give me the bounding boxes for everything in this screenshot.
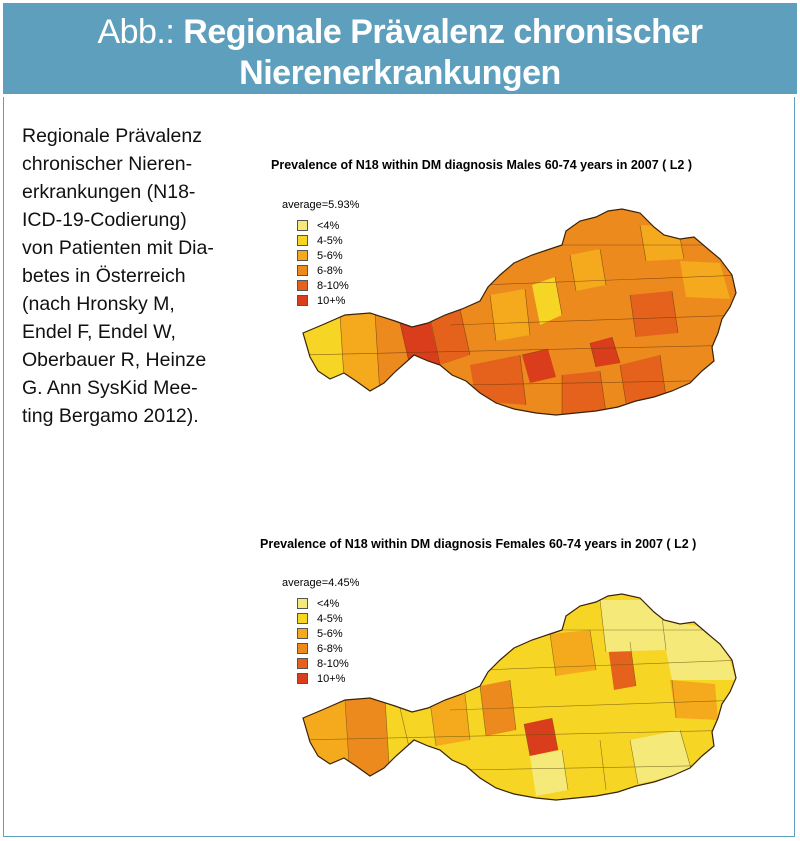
map-title-males: Prevalence of N18 within DM diagnosis Males 60-74 years in 2007 ( L2 ) xyxy=(271,158,692,172)
choropleth-map-males xyxy=(300,205,745,430)
header-title-text: Regionale Prävalenz chronischer xyxy=(183,13,703,51)
caption-line: ICD-19-Codierung) xyxy=(22,209,187,231)
map-region xyxy=(640,225,684,261)
header-title-line2: Nierenerkrankungen xyxy=(239,54,561,92)
caption-line: von Patienten mit Dia- xyxy=(22,237,214,259)
legend-label: <4% xyxy=(317,597,340,610)
map-title-females: Prevalence of N18 within DM diagnosis Females 60-74 years in 2007 ( L2 ) xyxy=(260,537,697,551)
caption-line: ting Bergamo 2012). xyxy=(22,405,199,427)
caption-line: betes in Österreich xyxy=(22,265,186,287)
map-region xyxy=(630,291,678,337)
caption-line: Endel F, Endel W, xyxy=(22,321,176,343)
map-region xyxy=(570,249,606,291)
legend-label: 10+% xyxy=(317,294,346,307)
legend-label: 4-5% xyxy=(317,234,343,247)
caption-line: erkrankungen (N18- xyxy=(22,181,196,203)
map-average-males: average=5.93% xyxy=(282,199,360,211)
map-region xyxy=(430,694,470,746)
legend-label: 10+% xyxy=(317,672,346,685)
legend-label: 4-5% xyxy=(317,612,343,625)
figure-header xyxy=(3,3,797,94)
map-average-females: average=4.45% xyxy=(282,577,360,589)
caption-line: (nach Hronsky M, xyxy=(22,293,175,315)
caption-line: Oberbauer R, Heinze xyxy=(22,349,207,371)
figure-caption xyxy=(22,122,262,430)
legend-label: 8-10% xyxy=(317,657,349,670)
map-region xyxy=(600,600,666,652)
choropleth-map-females xyxy=(300,590,745,815)
legend-label: 5-6% xyxy=(317,249,343,262)
header-prefix: Abb.: xyxy=(97,13,175,51)
map-region xyxy=(300,315,345,395)
caption-line: Regionale Prävalenz xyxy=(22,125,202,147)
map-region xyxy=(670,680,718,720)
caption-line: chronischer Nieren- xyxy=(22,153,193,175)
map-region xyxy=(490,289,530,341)
map-region xyxy=(550,630,596,676)
caption-line: G. Ann SysKid Mee- xyxy=(22,377,198,399)
map-region xyxy=(530,750,568,796)
legend-label: 5-6% xyxy=(317,627,343,640)
header-title-line1 xyxy=(3,13,797,51)
legend-label: <4% xyxy=(317,219,340,232)
legend-label: 6-8% xyxy=(317,264,343,277)
legend-label: 6-8% xyxy=(317,642,343,655)
legend-label: 8-10% xyxy=(317,279,349,292)
map-region xyxy=(300,700,350,780)
